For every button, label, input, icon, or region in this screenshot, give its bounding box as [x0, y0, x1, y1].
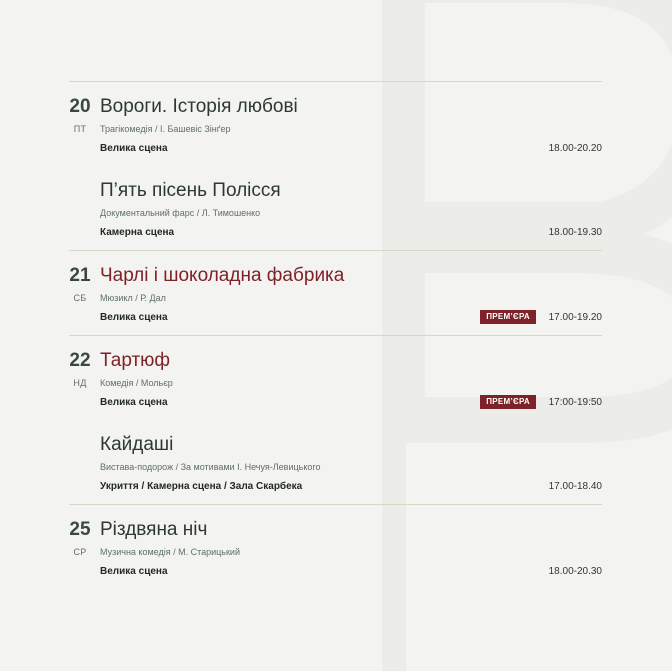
event-item[interactable] — [100, 420, 602, 504]
event-title[interactable]: Вороги. Історія любові — [100, 96, 298, 117]
event-time: 17.00-18.40 — [548, 481, 602, 492]
event-item[interactable] — [100, 82, 602, 166]
event-genre: Трагікомедія / І. Башевіс Зінґер — [100, 124, 231, 134]
event-item[interactable] — [100, 505, 602, 589]
schedule-day — [69, 505, 602, 589]
event-genre: Документальний фарс / Л. Тимошенко — [100, 208, 261, 218]
event-item[interactable] — [100, 251, 602, 335]
event-time: 18.00-19.30 — [548, 227, 602, 238]
event-time: 17.00-19.20 — [548, 312, 602, 323]
schedule-day — [69, 336, 602, 504]
event-time: 17:00-19:50 — [548, 397, 602, 408]
day-weekday: НД — [73, 378, 87, 388]
event-stage: Велика сцена — [100, 143, 168, 154]
event-title[interactable]: Чарлі і шоколадна фабрика — [100, 265, 345, 286]
event-genre: Музична комедія / М. Старицький — [100, 547, 240, 557]
schedule-day — [69, 82, 602, 250]
schedule-list — [69, 81, 602, 589]
schedule-day — [69, 251, 602, 335]
event-item[interactable] — [100, 166, 602, 250]
event-title[interactable]: Різдвяна ніч — [100, 519, 208, 540]
premiere-badge: ПРЕМ’ЄРА — [480, 395, 536, 409]
event-genre: Вистава-подорож / За мотивами І. Нечуя-Левицького — [100, 462, 321, 472]
day-weekday: СБ — [73, 293, 87, 303]
event-title[interactable]: П’ять пісень Полісся — [100, 180, 281, 201]
event-genre: Мюзикл / Р. Дал — [100, 293, 166, 303]
event-stage: Велика сцена — [100, 312, 168, 323]
day-weekday: СР — [73, 547, 87, 557]
day-number: 25 — [69, 519, 91, 540]
premiere-badge: ПРЕМ’ЄРА — [480, 310, 536, 324]
day-number: 21 — [69, 265, 91, 286]
event-stage: Велика сцена — [100, 566, 168, 577]
event-genre: Комедія / Мольєр — [100, 378, 173, 388]
event-item[interactable] — [100, 336, 602, 420]
event-title[interactable]: Кайдаші — [100, 434, 174, 455]
event-title[interactable]: Тартюф — [100, 350, 171, 371]
event-time: 18.00-20.30 — [548, 566, 602, 577]
event-time: 18.00-20.20 — [548, 143, 602, 154]
event-stage: Велика сцена — [100, 397, 168, 408]
event-stage: Укриття / Камерна сцена / Зала Скарбека — [100, 481, 303, 492]
day-number: 20 — [69, 96, 91, 117]
day-weekday: ПТ — [73, 124, 87, 134]
event-stage: Камерна сцена — [100, 227, 175, 238]
day-number: 22 — [69, 350, 91, 371]
